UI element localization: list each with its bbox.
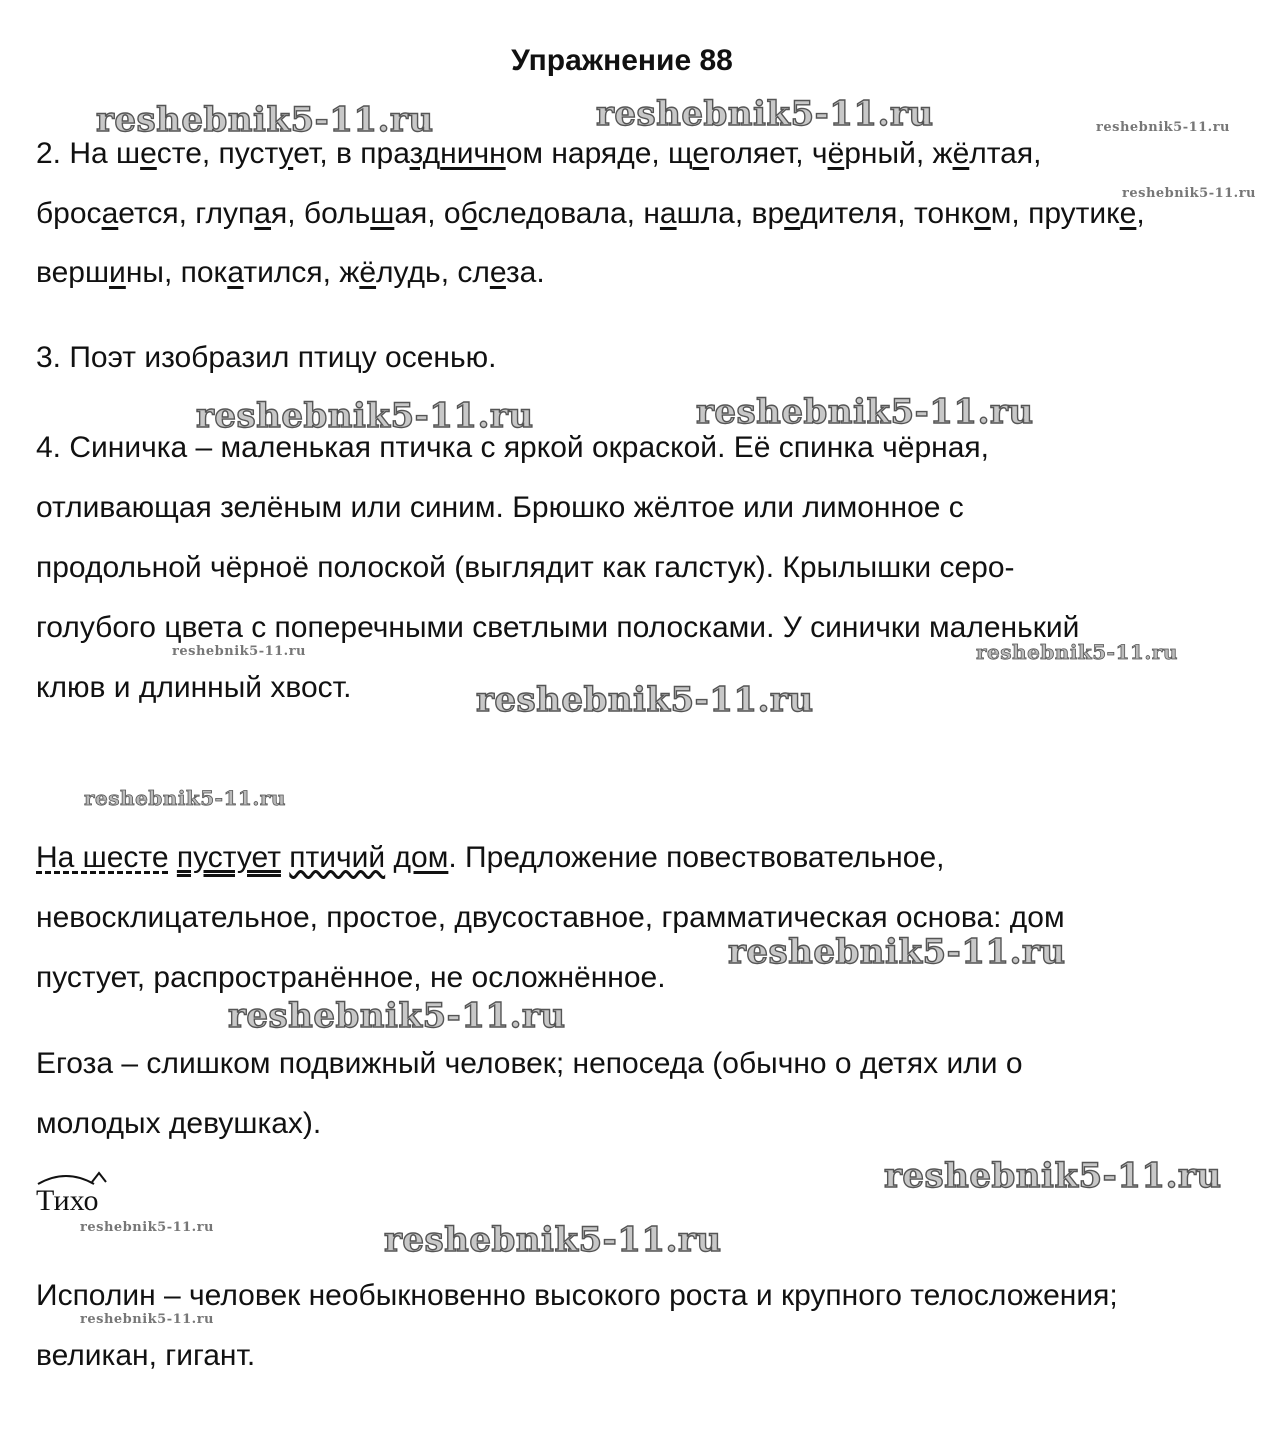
watermark: reshebnik5-11.ru: [1122, 186, 1257, 201]
section4-line: клюв и длинный хвост.: [36, 671, 352, 704]
morpheme-marks-icon: [36, 1164, 116, 1190]
section4-line: продольной чёрноё полоской (выглядит как галстук). Крылышки серо-: [36, 551, 1015, 584]
section2-line3: вершины, покатился, жёлудь, слеза.: [36, 256, 545, 289]
watermark: reshebnik5-11.ru: [596, 94, 934, 134]
egoza-line: молодых девушках).: [36, 1107, 322, 1140]
egoza-line: Егоза – слишком подвижный человек; непоседа (обычно о детях или о: [36, 1047, 1023, 1080]
subject: дом: [393, 841, 449, 874]
watermark: reshebnik5-11.ru: [476, 680, 814, 720]
watermark: reshebnik5-11.ru: [696, 392, 1034, 432]
ispolin-line: Исполин – человек необыкновенно высокого роста и крупного телосложения;: [36, 1279, 1118, 1312]
section4-line: голубого цвета с поперечными светлыми полосками. У синички маленький: [36, 611, 1080, 644]
watermark: reshebnik5-11.ru: [1096, 120, 1231, 135]
watermark: reshebnik5-11.ru: [84, 786, 286, 810]
analysis-line2: невосклицательное, простое, двусоставное, грамматическая основа: дом: [36, 901, 1065, 934]
section2-line2: бросается, глупая, большая, обследовала, нашла, вредителя, тонком, прутике,: [36, 197, 1145, 230]
watermark: reshebnik5-11.ru: [80, 1220, 215, 1235]
watermark: reshebnik5-11.ru: [80, 1312, 215, 1327]
adverbial-phrase: На шесте: [36, 841, 169, 874]
section4-line: 4. Синичка – маленькая птичка с яркой окраской. Её спинка чёрная,: [36, 431, 989, 464]
watermark: reshebnik5-11.ru: [96, 100, 434, 140]
watermark: reshebnik5-11.ru: [728, 932, 1066, 972]
section3-text: 3. Поэт изобразил птицу осенью.: [36, 341, 497, 374]
watermark: reshebnik5-11.ru: [172, 644, 307, 659]
watermark: reshebnik5-11.ru: [228, 996, 566, 1036]
page-title: Упражнение 88: [511, 44, 733, 77]
ispolin-line: великан, гигант.: [36, 1339, 256, 1372]
attribute: птичий: [289, 841, 386, 874]
section4-line: отливающая зелёным или синим. Брюшко жёлтое или лимонное с: [36, 491, 964, 524]
watermark: reshebnik5-11.ru: [196, 396, 534, 436]
predicate: пустует: [176, 841, 281, 874]
tiho-word: Тихо: [36, 1184, 99, 1218]
watermark: reshebnik5-11.ru: [384, 1220, 722, 1260]
watermark: reshebnik5-11.ru: [976, 640, 1178, 664]
watermark: reshebnik5-11.ru: [884, 1156, 1222, 1196]
section2-line1: 2. На шесте, пустует, в праздничном наряде, щеголяет, чёрный, жёлтая,: [36, 137, 1042, 170]
analysis-line1: На шесте пустует птичий дом. Предложение повествовательное,: [36, 841, 945, 874]
analysis-line3: пустует, распространённое, не осложнённое.: [36, 961, 666, 994]
